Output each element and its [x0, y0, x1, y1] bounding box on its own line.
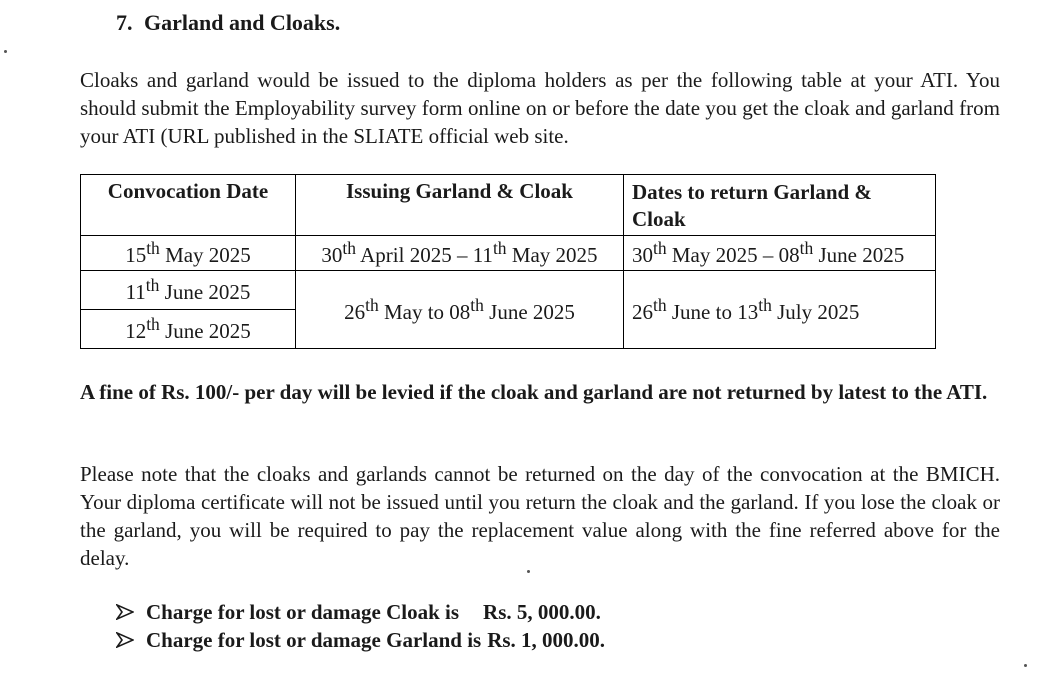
fine-notice: A fine of Rs. 100/- per day will be levied if the cloak and garland are not returned by latest to the ATI. — [80, 380, 988, 404]
table-row — [81, 271, 936, 310]
charge-amount: Rs. 5, 000.00. — [483, 600, 601, 624]
issuing-dates-cell: 30th April 2025 – 11th May 2025 — [296, 236, 624, 271]
list-item — [116, 598, 605, 626]
convocation-date-cell: 12th June 2025 — [81, 310, 296, 349]
scan-speck — [1024, 664, 1027, 667]
intro-paragraph: Cloaks and garland would be issued to the diploma holders as per the following table at your ATI. You should submit the Employability survey form online on or before the date you get the cloak and garland from your ATI (URL published in the SLIATE official web site. — [80, 68, 1000, 148]
charges-list — [116, 598, 605, 654]
scan-speck — [4, 50, 7, 53]
arrowhead-bullet-icon — [116, 632, 134, 648]
convocation-date-cell: 15th May 2025 — [81, 236, 296, 271]
section-title: Garland and Cloaks. — [144, 10, 341, 35]
convocation-date-cell: 11th June 2025 — [81, 271, 296, 310]
schedule-table — [80, 174, 936, 349]
note-paragraph: Please note that the cloaks and garlands cannot be returned on the day of the convocation at the BMICH. Your diploma certificate will not be issued until you return the cloak and the garland. If you lose the cloak or the garland, you will be required to pay the replacement value along with the fine referred above for the delay. — [80, 462, 1000, 570]
header-convocation-date: Convocation Date — [81, 175, 296, 236]
return-dates-cell: 30th May 2025 – 08th June 2025 — [624, 236, 936, 271]
section-heading — [116, 10, 340, 36]
return-dates-cell: 26th June to 13th July 2025 — [624, 271, 936, 349]
table-header-row — [81, 175, 936, 236]
header-issuing: Issuing Garland & Cloak — [296, 175, 624, 236]
issuing-dates-cell: 26th May to 08th June 2025 — [296, 271, 624, 349]
section-number: 7. — [116, 10, 133, 35]
scan-speck — [527, 570, 530, 573]
arrowhead-bullet-icon — [116, 604, 134, 620]
charge-amount: Rs. 1, 000.00. — [487, 628, 606, 652]
list-item — [116, 626, 605, 654]
header-return-dates: Dates to return Garland & Cloak — [624, 175, 936, 236]
table-row — [81, 236, 936, 271]
charge-label: Charge for lost or damage Garland is — [146, 628, 482, 652]
charge-label: Charge for lost or damage Cloak is — [146, 600, 460, 624]
